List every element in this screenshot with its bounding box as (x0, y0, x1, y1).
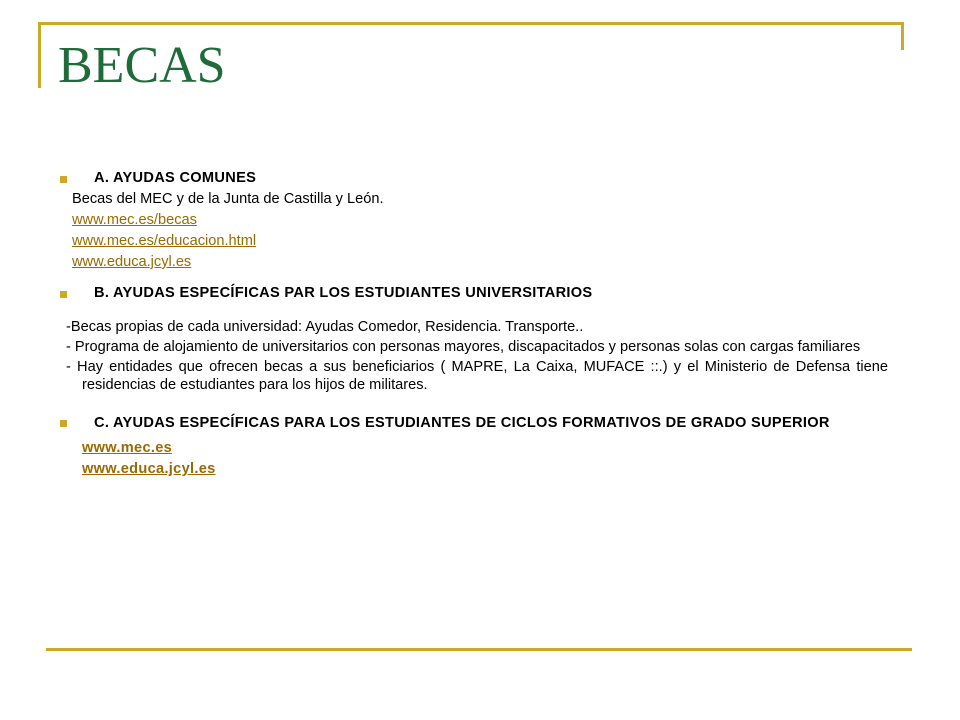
frame-line-right (901, 22, 904, 50)
section-b-line-2: - Programa de alojamiento de universitarios con personas mayores, discapacitados y personas solas con cargas familiares (66, 339, 861, 355)
slide-content (58, 168, 888, 480)
frame-line-top (38, 22, 904, 25)
square-bullet-icon (60, 291, 67, 298)
section-c-heading: C. AYUDAS ESPECÍFICAS PARA LOS ESTUDIANTES DE CICLOS FORMATIVOS DE GRADO SUPERIOR (58, 414, 888, 432)
link-educa-jcyl[interactable]: www.educa.jcyl.es (72, 254, 192, 270)
frame-line-left (38, 22, 41, 88)
section-a-description: Becas del MEC y de la Junta de Castilla y León. (72, 191, 384, 207)
link-mec-becas[interactable]: www.mec.es/becas (72, 212, 197, 228)
frame-line-bottom (46, 648, 912, 651)
section-b-line-1: -Becas propias de cada universidad: Ayudas Comedor, Residencia. Transporte.. (66, 319, 584, 335)
square-bullet-icon (60, 420, 67, 427)
link-mec-educacion[interactable]: www.mec.es/educacion.html (72, 233, 257, 249)
section-b-line-3: - Hay entidades que ofrecen becas a sus beneficiarios ( MAPRE, La Caixa, MUFACE ::.) y el Ministerio de Defensa tiene residencias de estudiantes para los hijos de militares. (66, 359, 888, 393)
square-bullet-icon (60, 176, 67, 183)
link-mec[interactable]: www.mec.es (82, 440, 173, 456)
slide-title: BECAS (58, 37, 226, 94)
section-a-heading: A. AYUDAS COMUNES (58, 168, 888, 189)
section-b-heading: B. AYUDAS ESPECÍFICAS PAR LOS ESTUDIANTES UNIVERSITARIOS (58, 283, 888, 304)
link-educa-jcyl-c[interactable]: www.educa.jcyl.es (82, 461, 216, 477)
